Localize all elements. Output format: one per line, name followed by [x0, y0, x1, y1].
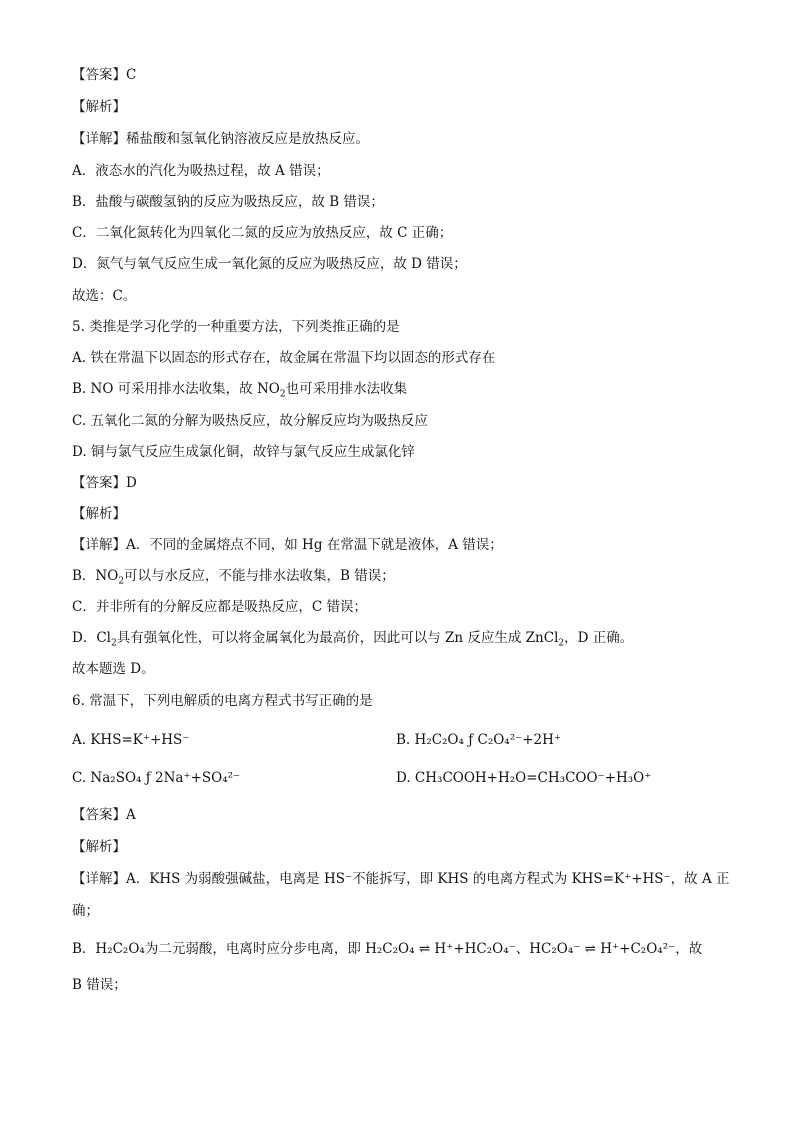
- q5-option-a: A. 铁在常温下以固态的形式存在，故金属在常温下均以固态的形式存在: [72, 350, 496, 366]
- q5-option-b-text-2: 也可采用排水法收集: [285, 381, 408, 397]
- q4-analysis-heading: 【解析】: [72, 99, 126, 115]
- q6-detail-line-2: 确；: [72, 903, 99, 919]
- q6-option-b-explanation-line-2: B 错误；: [72, 977, 127, 993]
- q5-option-d: D. 铜与氯气反应生成氯化铜，故锌与氯气反应生成氯化锌: [72, 444, 415, 460]
- q5-stem: 5. 类推是学习化学的一种重要方法，下列类推正确的是: [72, 319, 400, 335]
- q6-detail-line-1: 【详解】A．KHS 为弱酸强碱盐，电离是 HS⁻不能拆写，即 KHS 的电离方程式为 KHS=K⁺+HS⁻，故 A 正: [72, 871, 730, 887]
- q5-d-text-1: D．Cl: [72, 630, 111, 646]
- q6-option-a: A. KHS=K⁺+HS⁻: [72, 732, 190, 748]
- q4-option-d-explanation: D．氮气与氧气反应生成一氧化氮的反应为吸热反应，故 D 错误；: [72, 256, 467, 272]
- q5-d-text-3: ，D 正确。: [564, 630, 634, 646]
- q5-d-subscript-1: 2: [110, 638, 117, 649]
- q5-option-b-explanation: [72, 567, 395, 585]
- q4-option-c-explanation: C．二氧化氮转化为四氧化二氮的反应为放热反应，故 C 正确；: [72, 225, 453, 241]
- q4-detail: 【详解】稀盐酸和氢氧化钠溶液反应是放热反应。: [72, 131, 369, 147]
- q5-analysis-heading: 【解析】: [72, 506, 126, 522]
- q6-option-b-explanation-line-1: B．H₂C₂O₄为二元弱酸，电离时应分步电离，即 H₂C₂O₄ ⇌ H⁺+HC₂O₄⁻、HC₂O₄⁻ ⇌ H⁺+C₂O₄²⁻，故: [72, 941, 703, 957]
- q5-option-b-subscript: 2: [279, 389, 286, 400]
- q5-d-text-2: 具有强氧化性，可以将金属氧化为最高价，因此可以与 Zn 反应生成 ZnCl: [116, 630, 559, 646]
- q5-b-text-2: 可以与水反应，不能与排水法收集，B 错误；: [124, 568, 395, 584]
- q6-answer: 【答案】A: [72, 807, 136, 823]
- q5-option-c-explanation: C．并非所有的分解反应都是吸热反应，C 错误；: [72, 599, 367, 615]
- q6-option-d: D. CH₃COOH+H₂O=CH₃COO⁻+H₃O⁺: [396, 770, 652, 786]
- q5-answer: 【答案】D: [72, 475, 137, 491]
- q4-option-b-explanation: B．盐酸与碳酸氢钠的反应为吸热反应，故 B 错误；: [72, 194, 384, 210]
- q4-answer: 【答案】C: [72, 67, 137, 83]
- q4-conclusion: 故选：C。: [72, 288, 137, 304]
- q4-option-a-explanation: A．液态水的汽化为吸热过程，故 A 错误；: [72, 163, 330, 179]
- q5-conclusion: 故本题选 D。: [72, 661, 155, 677]
- q6-analysis-heading: 【解析】: [72, 839, 126, 855]
- q6-option-c: C. Na₂SO₄ ƒ 2Na⁺+SO₄²⁻: [72, 770, 241, 786]
- q5-d-subscript-2: 2: [558, 638, 565, 649]
- q6-option-b: B. H₂C₂O₄ ƒ C₂O₄²⁻+2H⁺: [396, 732, 562, 748]
- q5-option-b-text-1: B. NO 可采用排水法收集，故 NO: [72, 381, 280, 397]
- q5-b-subscript: 2: [118, 576, 125, 587]
- q5-option-d-explanation: [72, 629, 633, 647]
- q5-option-b: [72, 380, 407, 398]
- q6-stem: 6. 常温下，下列电解质的电离方程式书写正确的是: [72, 693, 373, 709]
- q5-detail: 【详解】A．不同的金属熔点不同，如 Hg 在常温下就是液体，A 错误；: [72, 537, 503, 553]
- q5-b-text-1: B．NO: [72, 568, 119, 584]
- q5-option-c: C. 五氧化二氮的分解为吸热反应，故分解反应均为吸热反应: [72, 413, 428, 429]
